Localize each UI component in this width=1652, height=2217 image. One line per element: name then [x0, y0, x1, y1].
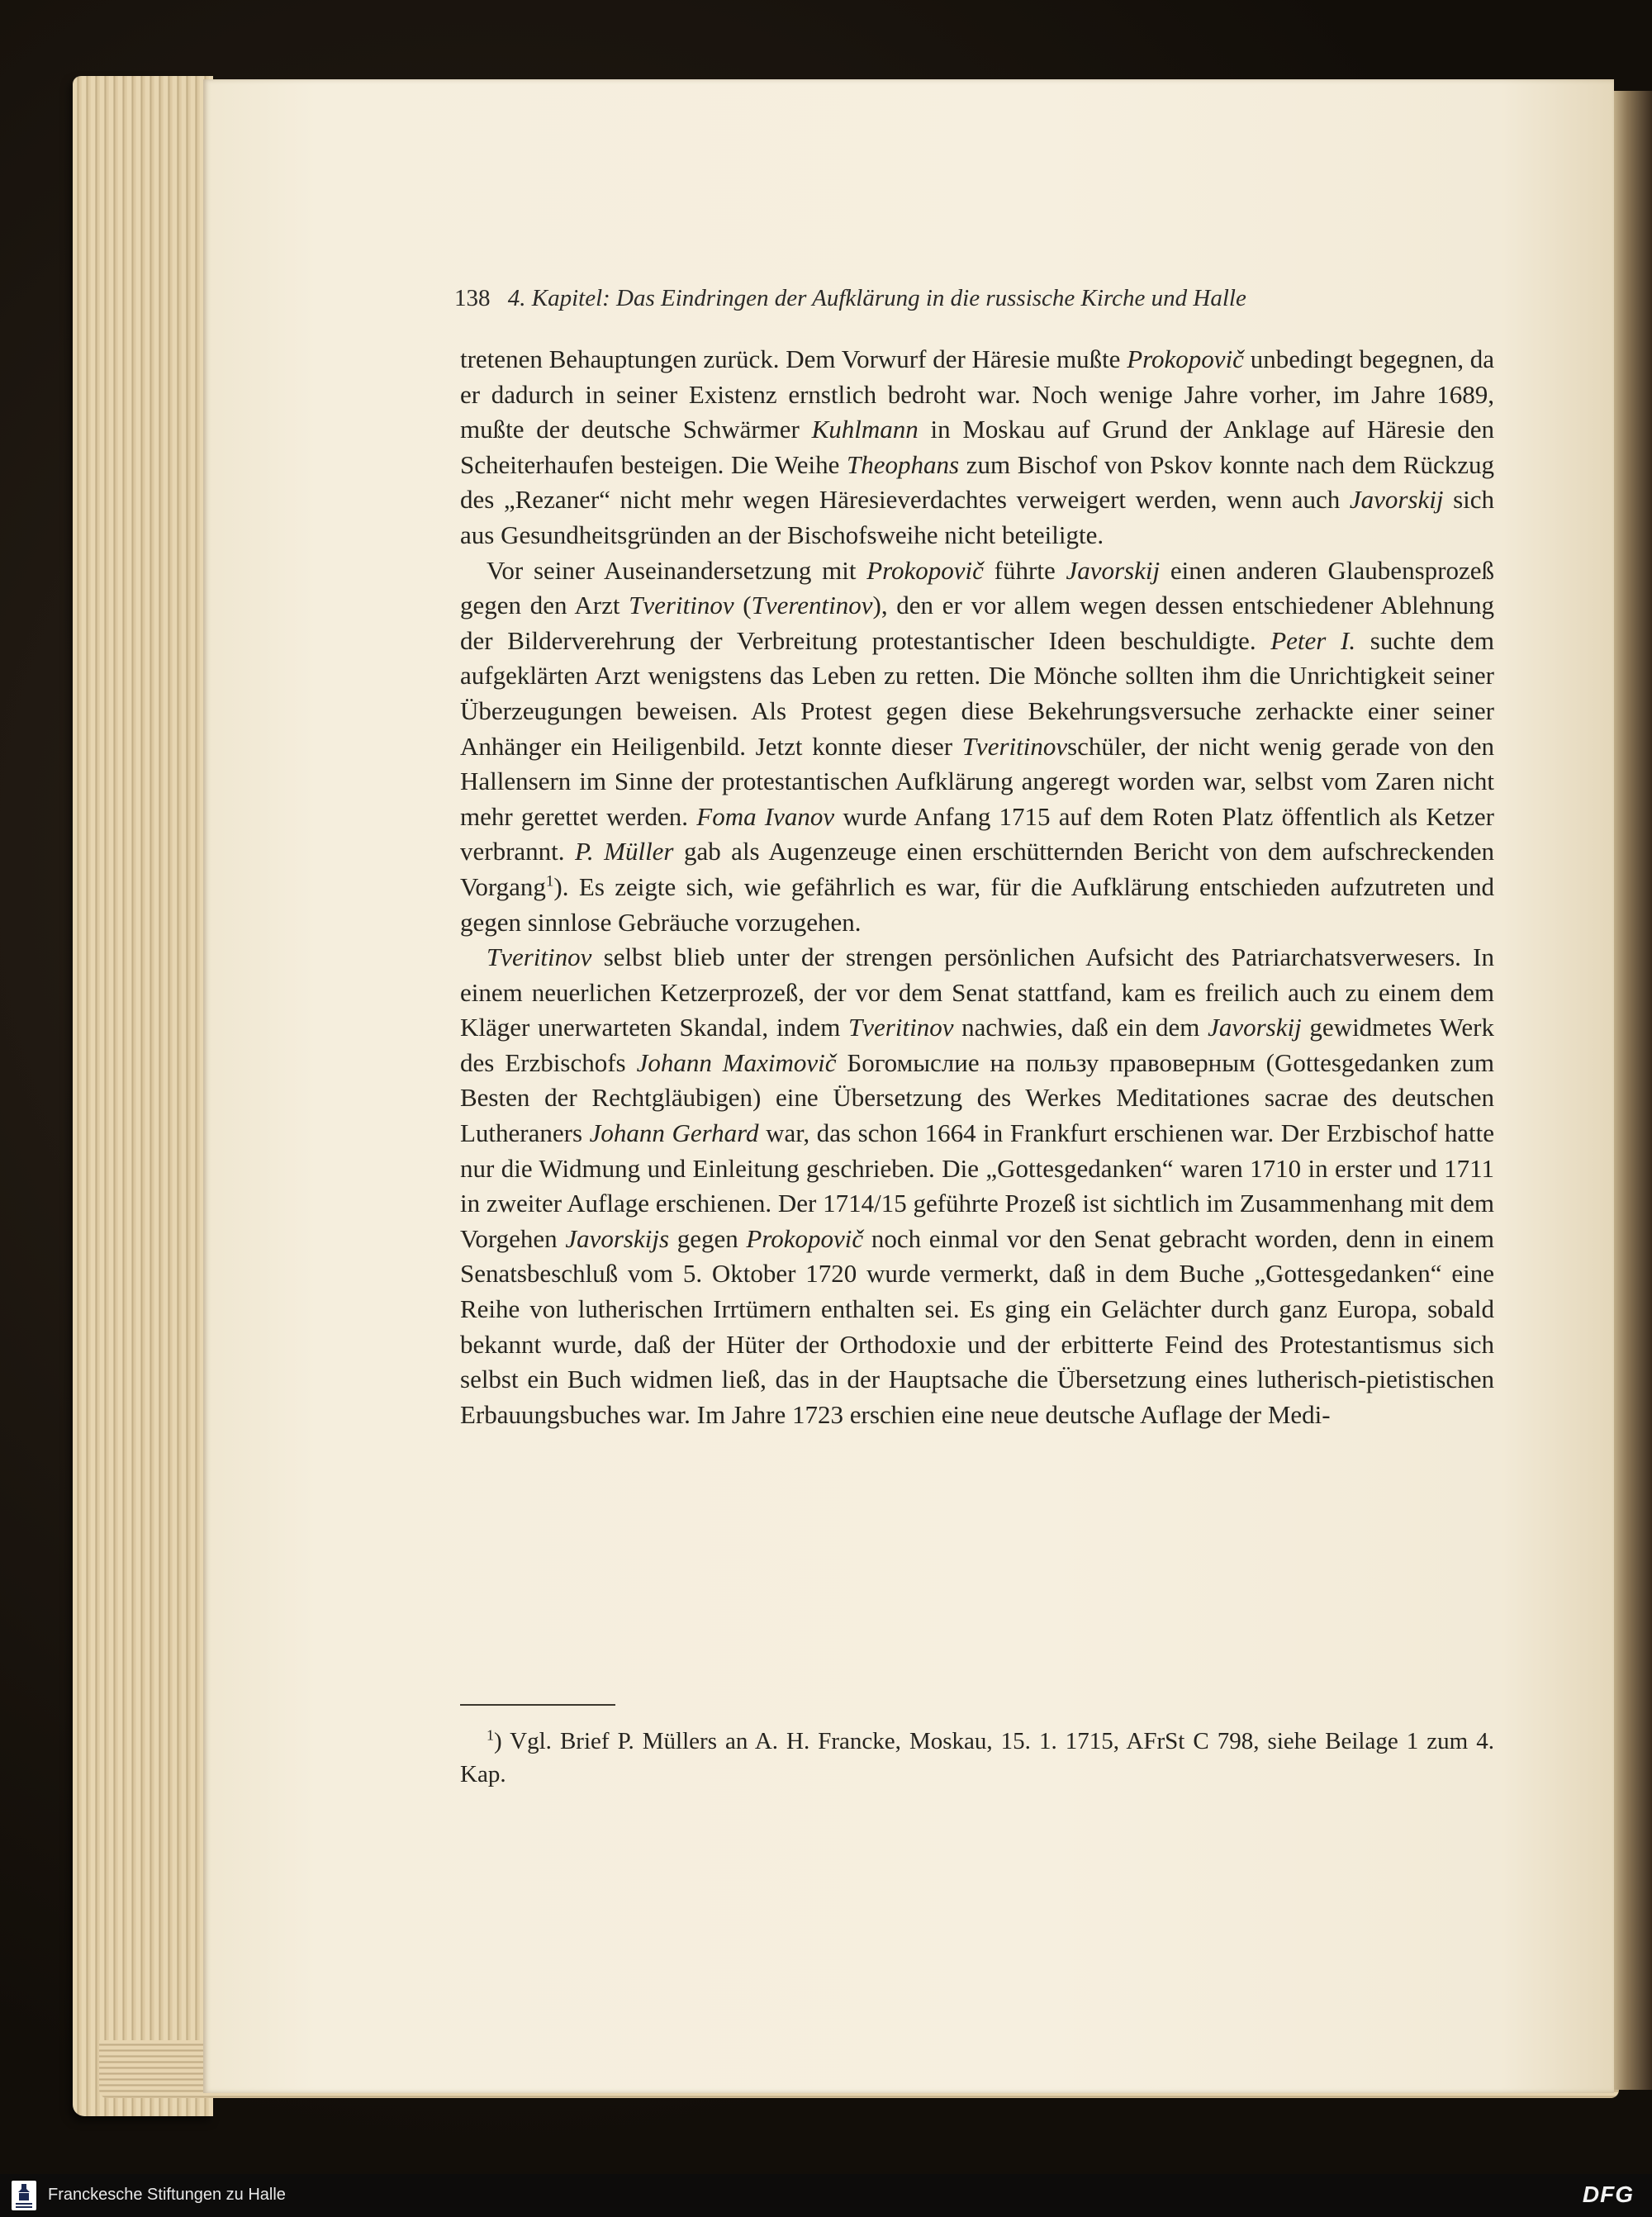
italic-name: Tveritinov: [487, 942, 592, 972]
italic-name: Javorskij: [1349, 485, 1444, 515]
italic-name: Prokopovič: [866, 555, 984, 585]
institution-logo-icon: [12, 2181, 36, 2210]
text-run: (: [733, 591, 752, 620]
text-run: schüler, der nicht wenig gerade von den Hallensern im Sinne der protestantischen Aufklärung angeregt worden war, selbst vom Zaren nicht mehr gerettet werden.: [460, 731, 1494, 831]
italic-name: P. Müller: [574, 837, 674, 866]
viewer-footer: [0, 2174, 1652, 2217]
dfg-logo[interactable]: DFG: [1582, 2181, 1634, 2207]
text-run: war, das schon 1664 in Frankfurt erschienen war. Der Erzbischof hatte nur die Widmung und Einleitung geschrieben. Die „Gottesgedanken“ waren 1710 in erster und 1711 in zweiter Auflage erschienen. Der 1714/15 geführte Prozeß ist sichtlich im Zusammenhang mit dem Vorgehen: [460, 1118, 1494, 1253]
running-title: 4. Kapitel: Das Eindringen der Aufklärung in die russische Kirche und Halle: [507, 285, 1246, 311]
footnote-text: [460, 1725, 1494, 1791]
footnote-marker: 1: [487, 1726, 494, 1744]
text-run: selbst blieb unter der strengen persönlichen Aufsicht des Patriarchatsverwesers. In einem neuerlichen Ketzerprozeß, der vor dem Senat stattfand, kam es freilich auch zu einem dem Kläger unerwarteten Skandal, indem: [460, 942, 1494, 1042]
paragraph: [460, 940, 1494, 1432]
italic-name: Tveritinov: [961, 731, 1068, 761]
text-run: unbedingt begegnen, da er dadurch in seiner Existenz ernstlich bedroht war. Noch wenige Jahre vorher, im Jahre 1689, mußte der deutsche Schwärmer: [460, 344, 1494, 444]
text-run: Vor seiner Auseinandersetzung mit: [487, 555, 867, 585]
text-run: nachwies, daß ein dem: [953, 1013, 1208, 1042]
italic-name: Theophans: [847, 449, 960, 479]
institution-name[interactable]: Franckesche Stiftungen zu Halle: [48, 2186, 286, 2204]
footnote: [460, 1725, 1494, 1791]
text-run: Богомыслие на пользу правоверным (Gottesgedanken zum Besten der Rechtgläubigen) eine Übersetzung des Werkes Meditationes sacrae des deutschen Lutheraners: [460, 1047, 1494, 1148]
text-run: gegen: [669, 1223, 747, 1253]
body-text: [460, 342, 1494, 1432]
italic-name: Javorskij: [1208, 1013, 1302, 1042]
text-run: ). Es zeigte sich, wie gefährlich es war, für die Aufklärung entschieden aufzutreten und gegen sinnlose Gebräuche vorzugehen.: [460, 871, 1494, 937]
italic-name: Javorskijs: [565, 1223, 670, 1253]
text-run: führte: [983, 555, 1066, 585]
italic-name: Prokopovič: [1127, 344, 1244, 373]
text-run: noch einmal vor den Senat gebracht worden, denn in einem Senatsbeschluß vom 5. Oktober 1720 wurde vermerkt, daß in dem Buche „Gottesgedanken“ eine Reihe von lutherischen Irrtümern enthalten sei. Es ging ein Gelächter durch ganz Europa, sobald bekannt wurde, daß der Hüter der Orthodoxie und der erbitterte Feind des Protestantismus sich selbst ein Buch widmen ließ, das in der Hauptsache die Übersetzung eines lutherisch-pietistischen Erbauungsbuches war. Im Jahre 1723 erschien eine neue deutsche Auflage der Medi-: [460, 1223, 1494, 1429]
paragraph: [460, 342, 1494, 553]
text-run: zum Bischof von Pskov konnte nach dem Rückzug des „Rezaner“ nicht mehr wegen Häresieverdachtes verweigert werden, wenn auch: [460, 449, 1494, 515]
text-run: suchte dem aufgeklärten Arzt wenigstens das Leben zu retten. Die Mönche sollten ihm die Unrichtigkeit seiner Überzeugungen beweisen. Als Protest gegen diese Bekehrungsversuche zerhackte einer seiner Anhänger ein Heiligenbild. Jetzt konnte dieser: [460, 625, 1494, 761]
italic-name: Johann Gerhard: [589, 1118, 759, 1148]
italic-name: Foma Ivanov: [696, 801, 835, 831]
italic-name: Javorskij: [1066, 555, 1161, 585]
text-run: gab als Augenzeuge einen erschütternden Bericht von dem aufschreckenden Vorgang: [460, 837, 1495, 901]
italic-name: Prokopovič: [746, 1223, 864, 1253]
paragraph: [460, 553, 1494, 941]
footnote-reference: 1: [545, 872, 554, 890]
text-run: ), den er vor allem wegen dessen entschiedener Ablehnung der Bilderverehrung der Verbreitung protestantischer Ideen beschuldigte.: [460, 591, 1494, 655]
book-page-edges: [73, 76, 213, 2116]
text-run: wurde Anfang 1715 auf dem Roten Platz öffentlich als Ketzer verbrannt.: [460, 801, 1494, 866]
page-number: 138: [454, 285, 491, 311]
running-header: [454, 285, 1429, 312]
italic-name: Kuhlmann: [811, 415, 919, 444]
text-run: tretenen Behauptungen zurück. Dem Vorwurf der Häresie mußte: [460, 344, 1127, 373]
text-run: sich aus Gesundheitsgründen an der Bischofsweihe nicht beteiligte.: [460, 485, 1495, 549]
text-run: einen anderen Glaubensprozeß gegen den Arzt: [460, 555, 1494, 620]
text-run: gewidmetes Werk des Erzbischofs: [460, 1013, 1494, 1077]
text-run: in Moskau auf Grund der Anklage auf Häresie den Scheiterhaufen besteigen. Die Weihe: [460, 415, 1494, 479]
footnote-body: ) Vgl. Brief P. Müllers an A. H. Francke, Moskau, 15. 1. 1715, AFrSt C 798, siehe Beilage 1 zum 4. Kap.: [460, 1728, 1494, 1787]
italic-name: Johann Maximovič: [636, 1047, 837, 1077]
italic-name: Tveritinov: [848, 1013, 954, 1042]
footnote-divider: [460, 1704, 615, 1706]
facing-page-gutter: [1611, 91, 1652, 2090]
italic-name: Tveritinov: [629, 591, 734, 620]
italic-name: Peter I.: [1270, 625, 1356, 655]
italic-name: Tverentinov: [751, 591, 873, 620]
